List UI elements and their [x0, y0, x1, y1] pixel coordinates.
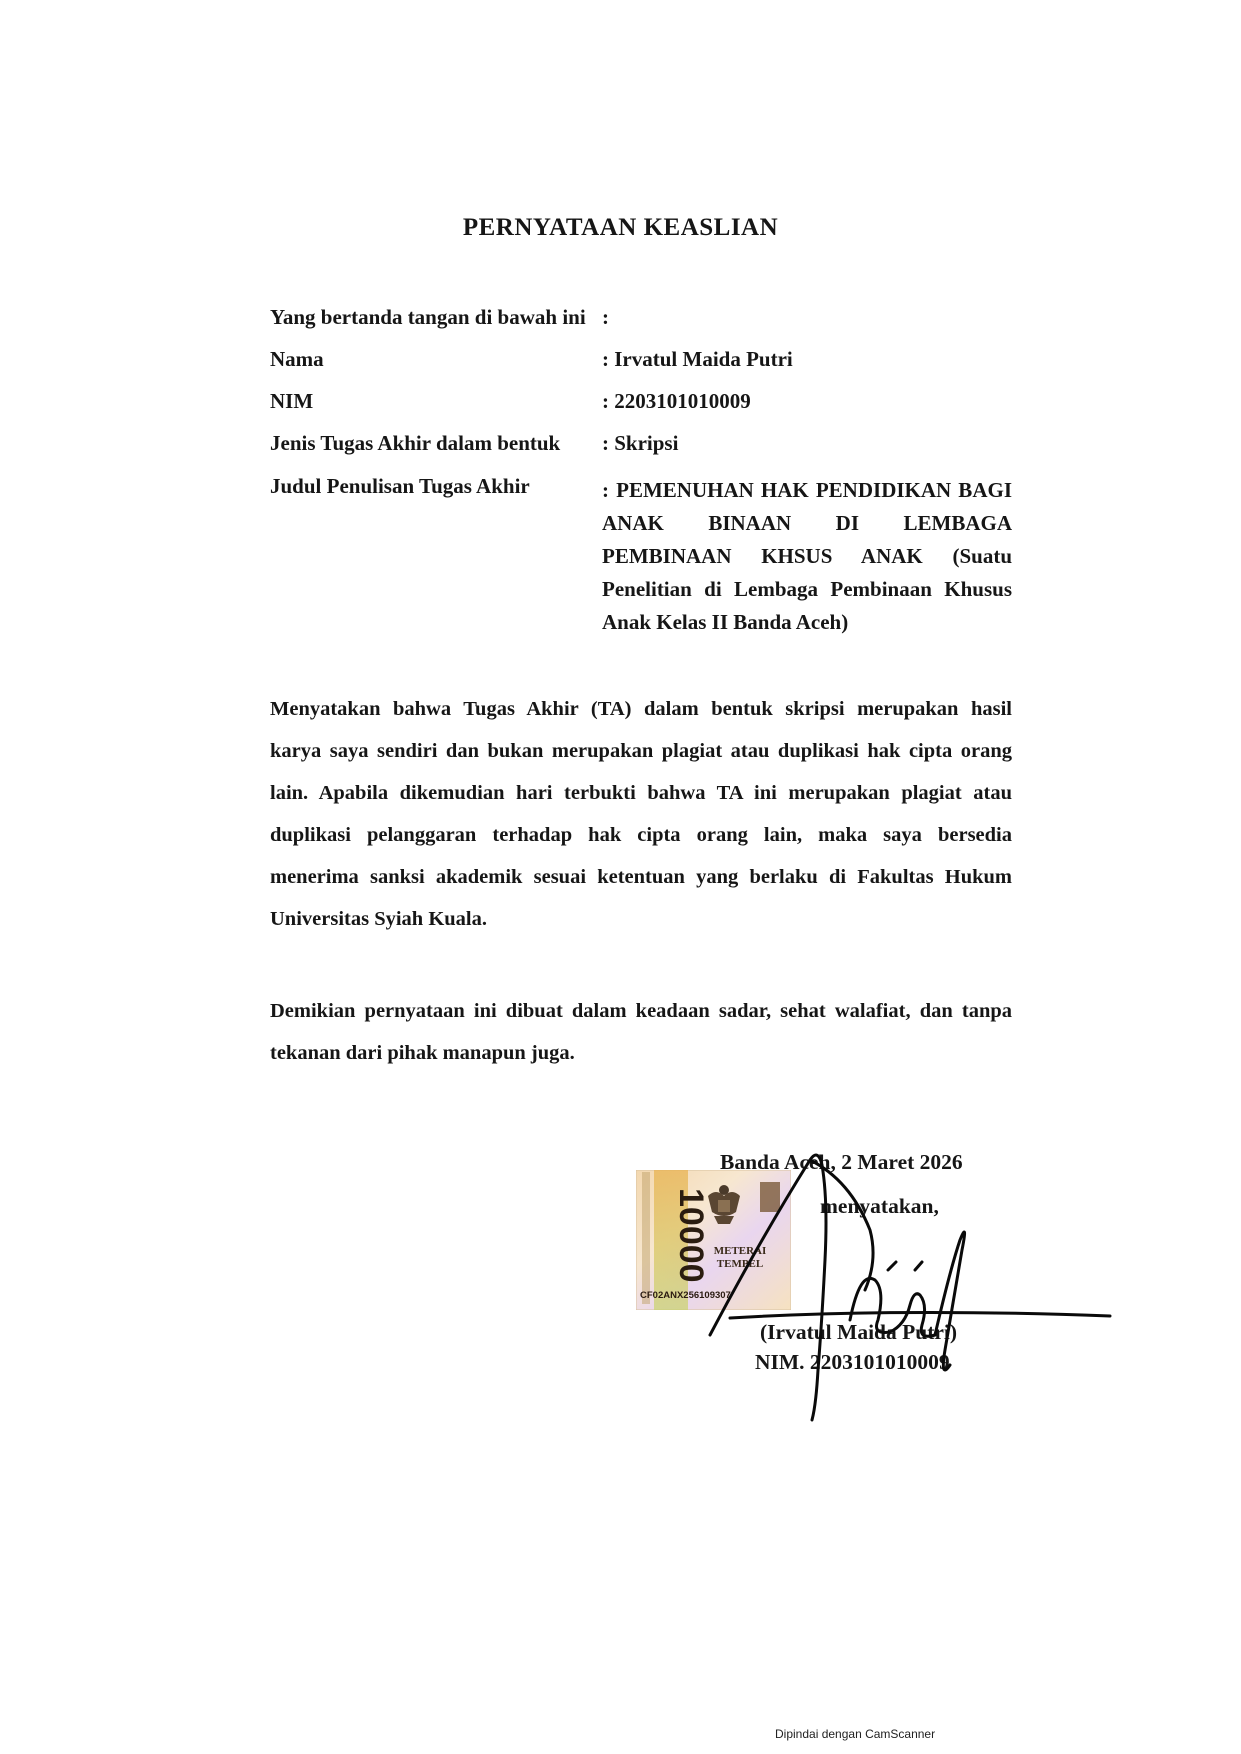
statement-line: menerima sanksi akademik sesuai ketentuan yang berlaku di Fakultas Hukum [270, 866, 1012, 888]
closing-paragraph [270, 990, 1012, 1074]
judul-line: ANAK BINAAN DI LEMBAGA [602, 511, 1012, 535]
statement-line: Universitas Syiah Kuala. [270, 908, 487, 930]
signature-place-date: Banda Aceh, 2 Maret 2026 [720, 1150, 963, 1174]
stamp-label-line2: TEMPEL [716, 1258, 764, 1270]
stamp-denomination: 10000 [672, 1188, 710, 1283]
field-value-nim: : 2203101010009 [602, 389, 751, 413]
judul-line: Anak Kelas II Banda Aceh) [602, 610, 849, 634]
field-value-judul [602, 474, 1012, 639]
field-label-judul: Judul Penulisan Tugas Akhir [270, 474, 530, 498]
closing-line: tekanan dari pihak manapun juga. [270, 1042, 575, 1064]
intro-colon: : [602, 305, 609, 329]
judul-line: PEMBINAAN KHSUS ANAK (Suatu [602, 544, 1012, 568]
signature-nim: NIM. 2203101010009 [755, 1350, 950, 1374]
statement-line: karya saya sendiri dan bukan merupakan plagiat atau duplikasi hak cipta orang [270, 740, 1012, 762]
handwritten-signature [700, 1120, 1120, 1430]
stamp-label-line1: METERAI [713, 1245, 767, 1257]
field-label-nim: NIM [270, 389, 314, 413]
signature-name: (Irvatul Maida Putri) [760, 1320, 958, 1344]
statement-line: duplikasi pelanggaran terhadap hak cipta orang lain, maka saya bersedia [270, 824, 1012, 846]
intro-label: Yang bertanda tangan di bawah ini [270, 305, 586, 329]
field-label-nama: Nama [270, 347, 324, 371]
statement-line: Menyatakan bahwa Tugas Akhir (TA) dalam bentuk skripsi merupakan hasil [270, 698, 1012, 720]
closing-line: Demikian pernyataan ini dibuat dalam keadaan sadar, sehat walafiat, dan tanpa [270, 1000, 1012, 1022]
judul-line: Penelitian di Lembaga Pembinaan Khusus [602, 577, 1012, 601]
document-title: PERNYATAAN KEASLIAN [462, 214, 779, 241]
stamp-serial: CF02ANX256109307 [640, 1290, 731, 1301]
judul-line: : PEMENUHAN HAK PENDIDIKAN BAGI [602, 478, 1012, 502]
statement-paragraph [270, 688, 1012, 940]
field-value-jenis: : Skripsi [602, 431, 679, 455]
statement-line: lain. Apabila dikemudian hari terbukti bahwa TA ini merupakan plagiat atau [270, 782, 1012, 804]
field-label-jenis: Jenis Tugas Akhir dalam bentuk [270, 431, 561, 455]
scanner-footer: Dipindai dengan CamScanner [775, 1727, 936, 1741]
field-value-nama: : Irvatul Maida Putri [602, 347, 793, 371]
signature-declarant: menyatakan, [820, 1194, 939, 1218]
